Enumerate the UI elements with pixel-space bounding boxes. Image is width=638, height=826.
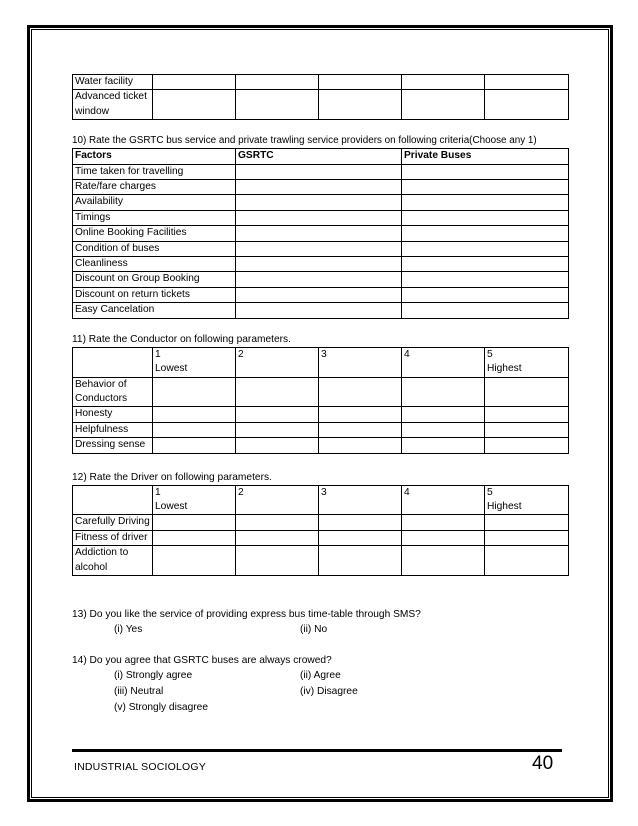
scale-number: 1 — [155, 348, 161, 360]
table-row — [73, 303, 569, 318]
rating-cell[interactable] — [319, 438, 402, 453]
rating-cell[interactable] — [319, 530, 402, 545]
row-label: Carefully Driving — [73, 515, 153, 530]
row-label: Availability — [73, 195, 236, 210]
question-11: 11) Rate the Conductor on following parameters. — [72, 333, 291, 345]
rating-cell[interactable] — [402, 515, 485, 530]
scale-header-3: 3 — [319, 485, 402, 515]
choice-cell[interactable] — [402, 257, 569, 272]
rating-cell[interactable] — [402, 407, 485, 422]
choice-cell[interactable] — [236, 180, 402, 195]
rating-cell[interactable] — [153, 546, 236, 576]
table-row — [73, 438, 569, 453]
footer-title: INDUSTRIAL SOCIOLOGY — [74, 761, 206, 773]
scale-label: Highest — [487, 363, 522, 375]
rating-cell[interactable] — [402, 377, 485, 407]
scale-label: Lowest — [155, 500, 188, 512]
empty-header-cell — [73, 347, 153, 377]
table-row — [73, 210, 569, 225]
header-factors: Factors — [73, 149, 236, 164]
q14-options-row-1 — [72, 668, 568, 684]
table-row — [73, 530, 569, 545]
empty-header-cell — [73, 485, 153, 515]
scale-header-5 — [485, 485, 569, 515]
rating-cell[interactable] — [153, 75, 236, 90]
table-row — [73, 164, 569, 179]
page-number: 40 — [532, 753, 554, 774]
rating-cell[interactable] — [402, 90, 485, 120]
row-label: Easy Cancelation — [73, 303, 236, 318]
header-gsrtc: GSRTC — [236, 149, 402, 164]
table-row — [73, 377, 569, 407]
row-label: Rate/fare charges — [73, 180, 236, 195]
rating-cell[interactable] — [236, 407, 319, 422]
choice-cell[interactable] — [236, 257, 402, 272]
rating-cell[interactable] — [402, 438, 485, 453]
rating-cell[interactable] — [236, 546, 319, 576]
choice-cell[interactable] — [402, 287, 569, 302]
choice-cell[interactable] — [402, 272, 569, 287]
facility-rating-table — [72, 74, 569, 120]
driver-rating-table — [72, 485, 569, 576]
rating-cell[interactable] — [402, 422, 485, 437]
row-label: Water facility — [73, 75, 153, 90]
scale-header-3: 3 — [319, 347, 402, 377]
option-strongly-agree[interactable]: (i) Strongly agree — [114, 669, 193, 681]
scale-label: Highest — [487, 500, 522, 512]
scale-number: 1 — [155, 486, 161, 498]
choice-cell[interactable] — [402, 226, 569, 241]
choice-cell[interactable] — [236, 226, 402, 241]
rating-cell[interactable] — [485, 75, 569, 90]
table-row — [73, 515, 569, 530]
header-private-buses: Private Buses — [402, 149, 569, 164]
choice-cell[interactable] — [236, 195, 402, 210]
rating-cell[interactable] — [402, 546, 485, 576]
rating-cell[interactable] — [153, 422, 236, 437]
option-agree[interactable]: (ii) Agree — [300, 669, 341, 681]
row-label: Condition of buses — [73, 241, 236, 256]
row-label: Discount on Group Booking — [73, 272, 236, 287]
rating-cell[interactable] — [402, 530, 485, 545]
question-10: 10) Rate the GSRTC bus service and private trawling service providers on following criteria(Choose any 1) — [72, 135, 537, 147]
q14-options-row-2 — [72, 684, 568, 700]
row-label: Helpfulness — [73, 422, 153, 437]
table-row — [73, 195, 569, 210]
scale-header-1 — [153, 485, 236, 515]
option-yes[interactable]: (i) Yes — [114, 623, 143, 635]
questionnaire — [72, 74, 568, 716]
table-row — [73, 422, 569, 437]
scale-number: 5 — [487, 486, 493, 498]
option-no[interactable]: (ii) No — [300, 623, 328, 635]
row-label: Dressing sense — [73, 438, 153, 453]
rating-cell[interactable] — [153, 90, 236, 120]
table-row — [73, 241, 569, 256]
option-strongly-disagree[interactable]: (v) Strongly disagree — [114, 701, 208, 713]
row-label: Cleanliness — [73, 257, 236, 272]
rating-cell[interactable] — [236, 75, 319, 90]
rating-cell[interactable] — [485, 422, 569, 437]
rating-cell[interactable] — [485, 515, 569, 530]
row-label: Honesty — [73, 407, 153, 422]
choice-cell[interactable] — [236, 272, 402, 287]
table-row — [73, 226, 569, 241]
rating-cell[interactable] — [485, 438, 569, 453]
rating-cell[interactable] — [319, 422, 402, 437]
rating-cell[interactable] — [319, 515, 402, 530]
rating-cell[interactable] — [319, 75, 402, 90]
scale-header-4: 4 — [402, 485, 485, 515]
scale-header-1 — [153, 347, 236, 377]
rating-cell[interactable] — [319, 377, 402, 407]
rating-cell[interactable] — [319, 407, 402, 422]
table-row — [73, 272, 569, 287]
table-row — [73, 75, 569, 90]
scale-header-5 — [485, 347, 569, 377]
rating-cell[interactable] — [402, 75, 485, 90]
scale-header-4: 4 — [402, 347, 485, 377]
scale-header-2: 2 — [236, 485, 319, 515]
choice-cell[interactable] — [402, 210, 569, 225]
rating-cell[interactable] — [153, 438, 236, 453]
choice-cell[interactable] — [402, 180, 569, 195]
choice-cell[interactable] — [402, 303, 569, 318]
choice-cell[interactable] — [236, 210, 402, 225]
table-row — [73, 287, 569, 302]
option-disagree[interactable]: (iv) Disagree — [300, 685, 358, 697]
rating-cell[interactable] — [319, 90, 402, 120]
question-14: 14) Do you agree that GSRTC buses are always crowed? — [72, 654, 332, 666]
rating-cell[interactable] — [153, 377, 236, 407]
row-label: Online Booking Facilities — [73, 226, 236, 241]
rating-cell[interactable] — [153, 530, 236, 545]
scale-label: Lowest — [155, 363, 188, 375]
choice-cell[interactable] — [402, 241, 569, 256]
row-label: Advanced ticket window — [73, 90, 153, 120]
footer-divider — [72, 749, 562, 752]
table-row — [73, 180, 569, 195]
row-label: Discount on return tickets — [73, 287, 236, 302]
service-comparison-table — [72, 148, 569, 318]
choice-cell[interactable] — [236, 303, 402, 318]
choice-cell[interactable] — [402, 195, 569, 210]
table-row — [73, 407, 569, 422]
option-neutral[interactable]: (iii) Neutral — [114, 685, 164, 697]
rating-cell[interactable] — [319, 546, 402, 576]
rating-cell[interactable] — [485, 90, 569, 120]
rating-cell[interactable] — [236, 377, 319, 407]
question-12: 12) Rate the Driver on following parameters. — [72, 471, 272, 483]
row-label: Behavior of Conductors — [73, 377, 153, 407]
rating-cell[interactable] — [485, 377, 569, 407]
row-label: Addiction to alcohol — [73, 546, 153, 576]
rating-cell[interactable] — [153, 407, 236, 422]
table-header-row — [73, 485, 569, 515]
row-label: Time taken for travelling — [73, 164, 236, 179]
table-header-row — [73, 347, 569, 377]
conductor-rating-table — [72, 347, 569, 454]
rating-cell[interactable] — [236, 422, 319, 437]
rating-cell[interactable] — [485, 546, 569, 576]
q14-options-row-3 — [72, 700, 568, 716]
rating-cell[interactable] — [153, 515, 236, 530]
row-label: Timings — [73, 210, 236, 225]
rating-cell[interactable] — [236, 438, 319, 453]
rating-cell[interactable] — [236, 90, 319, 120]
rating-cell[interactable] — [236, 530, 319, 545]
choice-cell[interactable] — [236, 287, 402, 302]
table-row — [73, 546, 569, 576]
rating-cell[interactable] — [485, 407, 569, 422]
scale-header-2: 2 — [236, 347, 319, 377]
choice-cell[interactable] — [236, 241, 402, 256]
rating-cell[interactable] — [485, 530, 569, 545]
choice-cell[interactable] — [236, 164, 402, 179]
choice-cell[interactable] — [402, 164, 569, 179]
table-row — [73, 257, 569, 272]
rating-cell[interactable] — [236, 515, 319, 530]
row-label: Fitness of driver — [73, 530, 153, 545]
q13-options — [72, 622, 568, 638]
table-header-row — [73, 149, 569, 164]
table-row — [73, 90, 569, 120]
scale-number: 5 — [487, 348, 493, 360]
question-13: 13) Do you like the service of providing express bus time-table through SMS? — [72, 608, 421, 620]
